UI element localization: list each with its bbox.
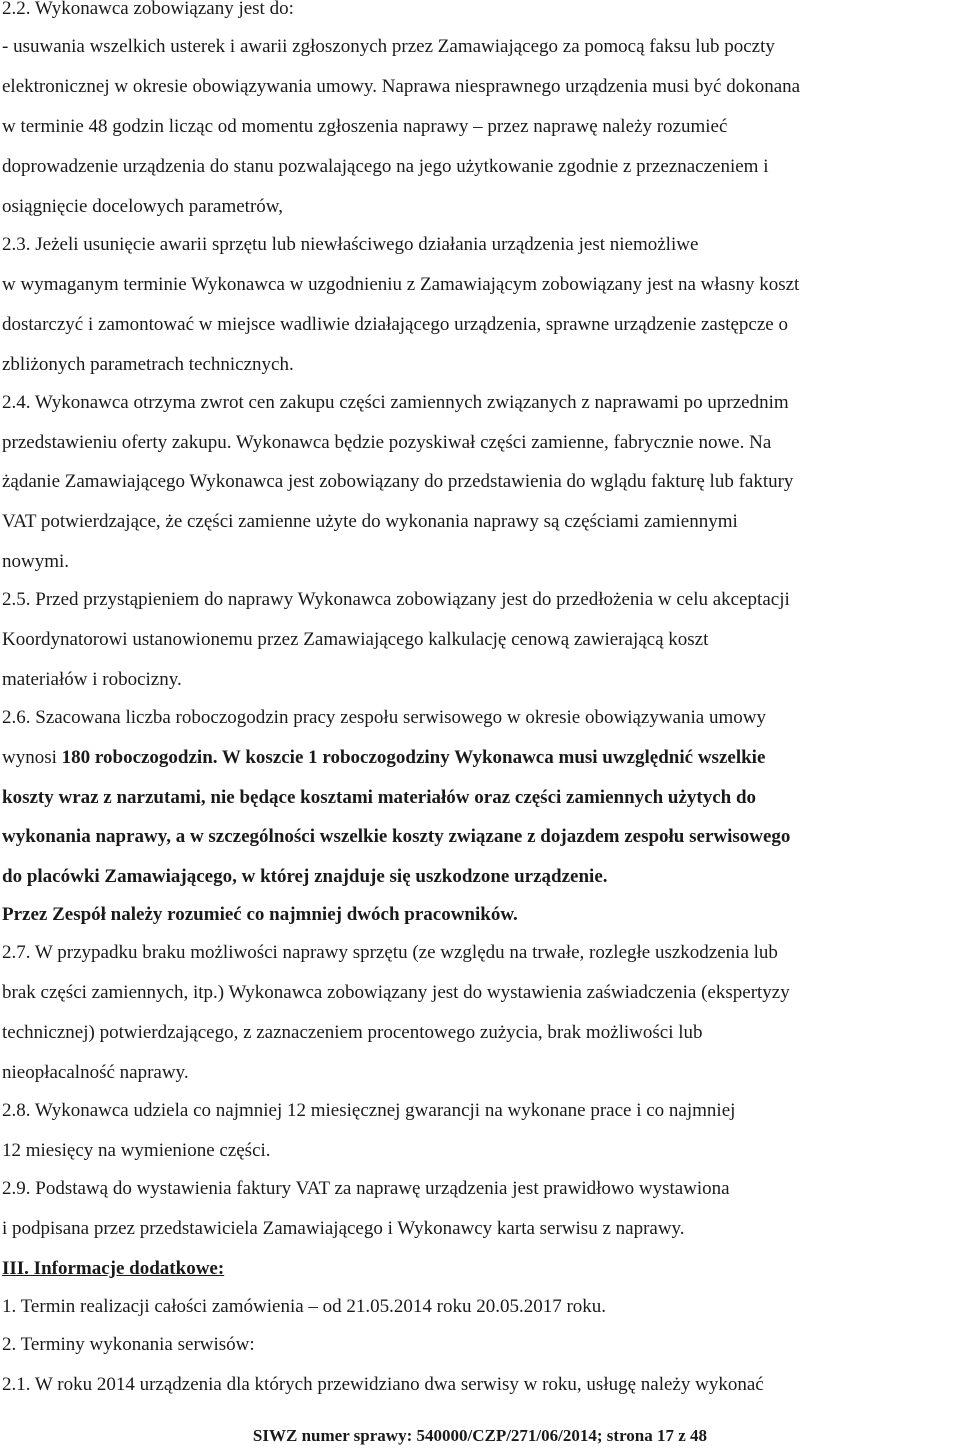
text-line: brak części zamiennych, itp.) Wykonawca zobowiązany jest do wystawienia zaświadczenia (ekspertyzy	[2, 982, 790, 1003]
text-line: 2.1. W roku 2014 urządzenia dla których przewidziano dwa serwisy w roku, usługę należy wykonać	[2, 1374, 764, 1395]
bold-text-line: koszty wraz z narzutami, nie będące kosztami materiałów oraz części zamiennych użytych do	[2, 787, 757, 808]
text-line: VAT potwierdzające, że części zamienne użyte do wykonania naprawy są częściami zamiennymi	[2, 511, 738, 532]
text-line: osiągnięcie docelowych parametrów,	[2, 196, 284, 217]
text-line: 2.6. Szacowana liczba roboczogodzin pracy zespołu serwisowego w okresie obowiązywania umowy	[2, 707, 766, 728]
text-regular: wynosi	[2, 747, 62, 768]
text-line: nieopłacalność naprawy.	[2, 1062, 189, 1083]
text-line: 2.5. Przed przystąpieniem do naprawy Wykonawca zobowiązany jest do przedłożenia w celu akceptacji	[2, 589, 790, 610]
text-line: 1. Termin realizacji całości zamówienia – od 21.05.2014 roku 20.05.2017 roku.	[2, 1296, 607, 1317]
text-line: w wymaganym terminie Wykonawca w uzgodnieniu z Zamawiającym zobowiązany jest na własny koszt	[2, 274, 800, 295]
text-line: przedstawieniu oferty zakupu. Wykonawca będzie pozyskiwał części zamienne, fabrycznie nowe. Na	[2, 432, 772, 453]
text-line: 2.4. Wykonawca otrzyma zwrot cen zakupu części zamiennych związanych z naprawami po uprzednim	[2, 392, 789, 413]
page-footer: SIWZ numer sprawy: 540000/CZP/271/06/2014; strona 17 z 48	[252, 1426, 708, 1445]
text-line: 2.2. Wykonawca zobowiązany jest do:	[2, 0, 294, 19]
section-heading: III. Informacje dodatkowe:	[2, 1258, 225, 1279]
text-line: dostarczyć i zamontować w miejsce wadliwie działającego urządzenia, sprawne urządzenie zastępcze o	[2, 314, 788, 335]
bold-text-line: do placówki Zamawiającego, w której znajduje się uszkodzone urządzenie.	[2, 866, 608, 887]
text-line-mixed	[2, 747, 765, 769]
text-line: 2.3. Jeżeli usunięcie awarii sprzętu lub niewłaściwego działania urządzenia jest niemożliwe	[2, 234, 699, 255]
text-line: 2.7. W przypadku braku możliwości naprawy sprzętu (ze względu na trwałe, rozległe uszkodzenia lub	[2, 942, 778, 963]
text-line: Koordynatorowi ustanowionemu przez Zamawiającego kalkulację cenową zawierającą koszt	[2, 629, 709, 650]
text-line: żądanie Zamawiającego Wykonawca jest zobowiązany do przedstawienia do wglądu fakturę lub faktury	[2, 471, 794, 492]
text-line: zbliżonych parametrach technicznych.	[2, 354, 294, 375]
text-line: materiałów i robocizny.	[2, 669, 182, 690]
text-line: i podpisana przez przedstawiciela Zamawiającego i Wykonawcy karta serwisu z naprawy.	[2, 1218, 685, 1239]
text-bold: 180 roboczogodzin. W koszcie 1 roboczogodziny Wykonawca musi uwzględnić wszelkie	[61, 747, 766, 768]
text-line: doprowadzenie urządzenia do stanu pozwalającego na jego użytkowanie zgodnie z przeznaczeniem i	[2, 156, 769, 177]
text-line: nowymi.	[2, 551, 70, 572]
text-line: technicznej) potwierdzającego, z zaznaczeniem procentowego zużycia, brak możliwości lub	[2, 1022, 703, 1043]
bold-text-line: Przez Zespół należy rozumieć co najmniej dwóch pracowników.	[2, 904, 518, 925]
text-line: w terminie 48 godzin licząc od momentu zgłoszenia naprawy – przez naprawę należy rozumieć	[2, 116, 728, 137]
text-line: 2.9. Podstawą do wystawienia faktury VAT za naprawę urządzenia jest prawidłowo wystawiona	[2, 1178, 730, 1199]
bold-text-line: wykonania naprawy, a w szczególności wszelkie koszty związane z dojazdem zespołu serwisowego	[2, 826, 791, 847]
text-line: elektronicznej w okresie obowiązywania umowy. Naprawa niesprawnego urządzenia musi być dokonana	[2, 76, 801, 97]
text-line: 12 miesięcy na wymienione części.	[2, 1140, 271, 1161]
text-line: 2. Terminy wykonania serwisów:	[2, 1334, 255, 1355]
text-line: 2.8. Wykonawca udziela co najmniej 12 miesięcznej gwarancji na wykonane prace i co najmniej	[2, 1100, 736, 1121]
text-line: - usuwania wszelkich usterek i awarii zgłoszonych przez Zamawiającego za pomocą faksu lub poczty	[2, 36, 775, 57]
